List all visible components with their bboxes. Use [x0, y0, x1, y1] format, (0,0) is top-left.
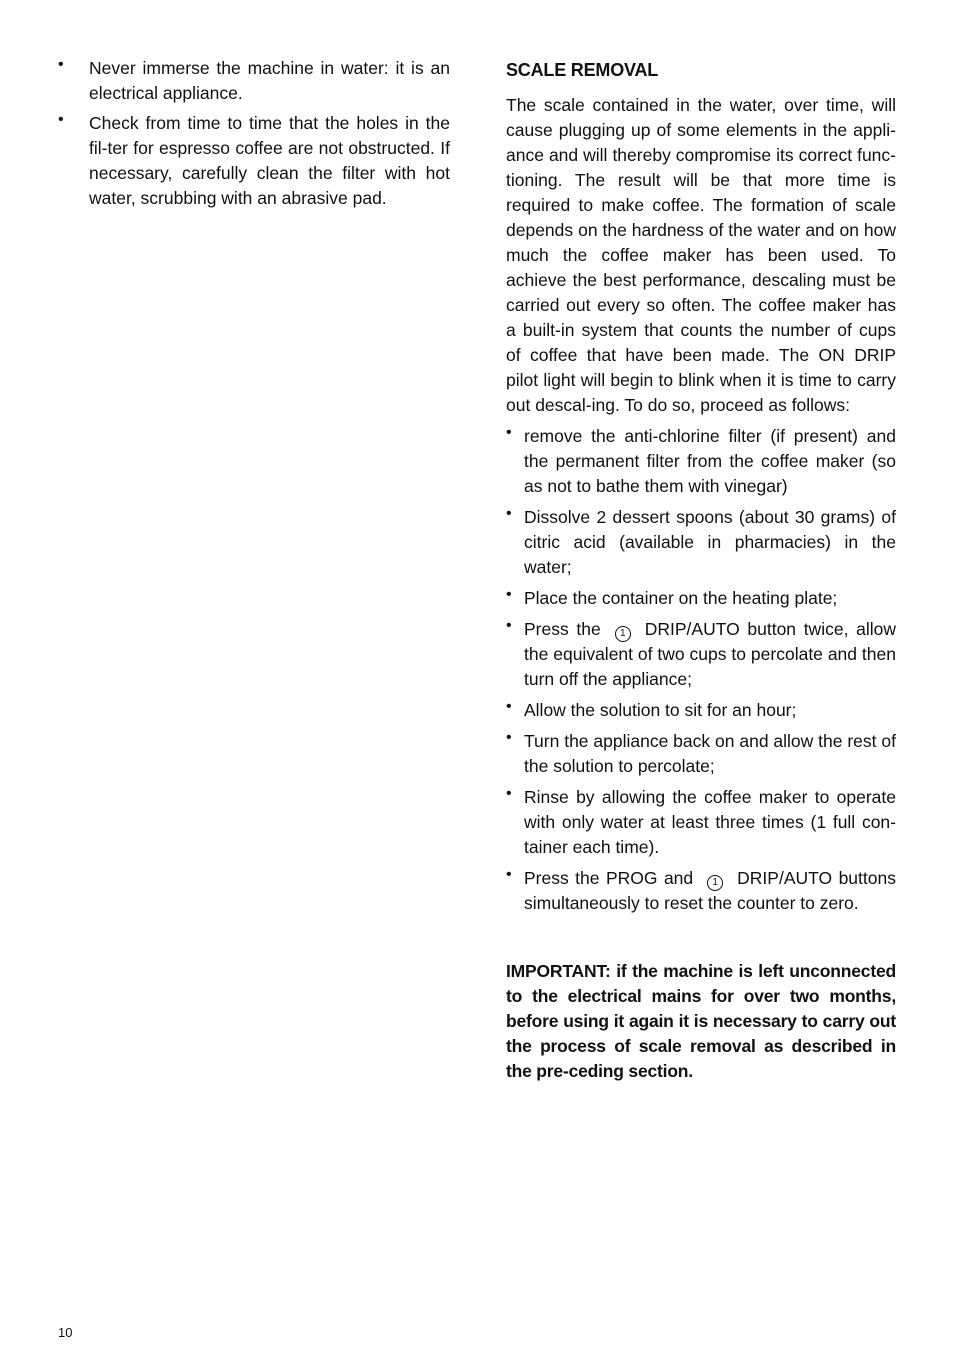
list-item: [506, 617, 896, 692]
step-text: Rinse by allowing the coffee maker to operate with only water at least three times (1 full con-tainer each time).: [524, 787, 896, 857]
important-notice: IMPORTANT: if the machine is left unconnected to the electrical mains for over two months, before using it again it is necessary to carry out the process of scale removal as described in the pre-ceding section.: [506, 961, 896, 1081]
list-item: [506, 424, 896, 499]
list-item-text: Never immerse the machine in water: it is an electrical appliance.: [89, 58, 450, 103]
bullet-mark: •: [506, 729, 512, 746]
left-column: [58, 56, 450, 216]
step-text: Dissolve 2 dessert spoons (about 30 grams) of citric acid (available in pharmacies) in the water;: [524, 507, 896, 577]
bullet-mark: •: [506, 505, 512, 522]
list-item: [506, 866, 896, 916]
list-item: [506, 785, 896, 860]
list-item: [58, 111, 450, 211]
step-text-after: DRIP/AUTO buttons simultaneously to reset the counter to zero.: [524, 868, 896, 913]
bullet-mark: •: [506, 866, 512, 883]
right-column: [506, 56, 896, 1084]
step-text: Place the container on the heating plate;: [524, 588, 838, 608]
step-text-before: Press the PROG and: [524, 868, 694, 888]
list-item: [506, 698, 896, 723]
list-item-text: Check from time to time that the holes in the fil-ter for espresso coffee are not obstructed. If necessary, carefully clean the filter with hot water, scrubbing with an abrasive pad.: [89, 113, 450, 208]
maintenance-list: [58, 56, 450, 211]
bullet-mark: •: [58, 56, 64, 73]
step-text: remove the anti-chlorine filter (if present) and the permanent filter from the coffee maker (so as not to bathe them with vinegar): [524, 426, 896, 496]
list-item: [506, 729, 896, 779]
list-item: [506, 586, 896, 611]
bullet-mark: •: [506, 785, 512, 802]
step-text-before: Press the: [524, 619, 601, 639]
step-text: Turn the appliance back on and allow the rest of the solution to percolate;: [524, 731, 896, 776]
step-text: Allow the solution to sit for an hour;: [524, 700, 797, 720]
power-button-icon: 1: [707, 875, 723, 891]
intro-paragraph: The scale contained in the water, over time, will cause plugging up of some elements in the appli-ance and will thereby compromise its correct func-tioning. The result will be that more time is required to make coffee. The formation of scale depends on the hardness of the water and on how much the coffee maker has been used. To achieve the best performance, descaling must be carried out every so often. The coffee maker has a built-in system that counts the number of cups of coffee that have been made. The ON DRIP pilot light will begin to blink when it is time to carry out descal-ing. To do so, proceed as follows:: [506, 95, 896, 415]
list-item: [58, 56, 450, 106]
step-text: [524, 866, 896, 916]
bullet-mark: •: [506, 698, 512, 715]
bullet-mark: •: [58, 111, 64, 128]
page-number: 10: [58, 1325, 73, 1340]
descaling-steps: [506, 424, 896, 916]
power-button-icon: 1: [615, 626, 631, 642]
step-text-after: DRIP/AUTO button twice, allow the equivalent of two cups to percolate and then turn off the appliance;: [524, 619, 896, 689]
bullet-mark: •: [506, 424, 512, 441]
bullet-mark: •: [506, 586, 512, 603]
bullet-mark: •: [506, 617, 512, 634]
section-heading: SCALE REMOVAL: [506, 60, 659, 80]
list-item: [506, 505, 896, 580]
step-text: [524, 617, 896, 692]
